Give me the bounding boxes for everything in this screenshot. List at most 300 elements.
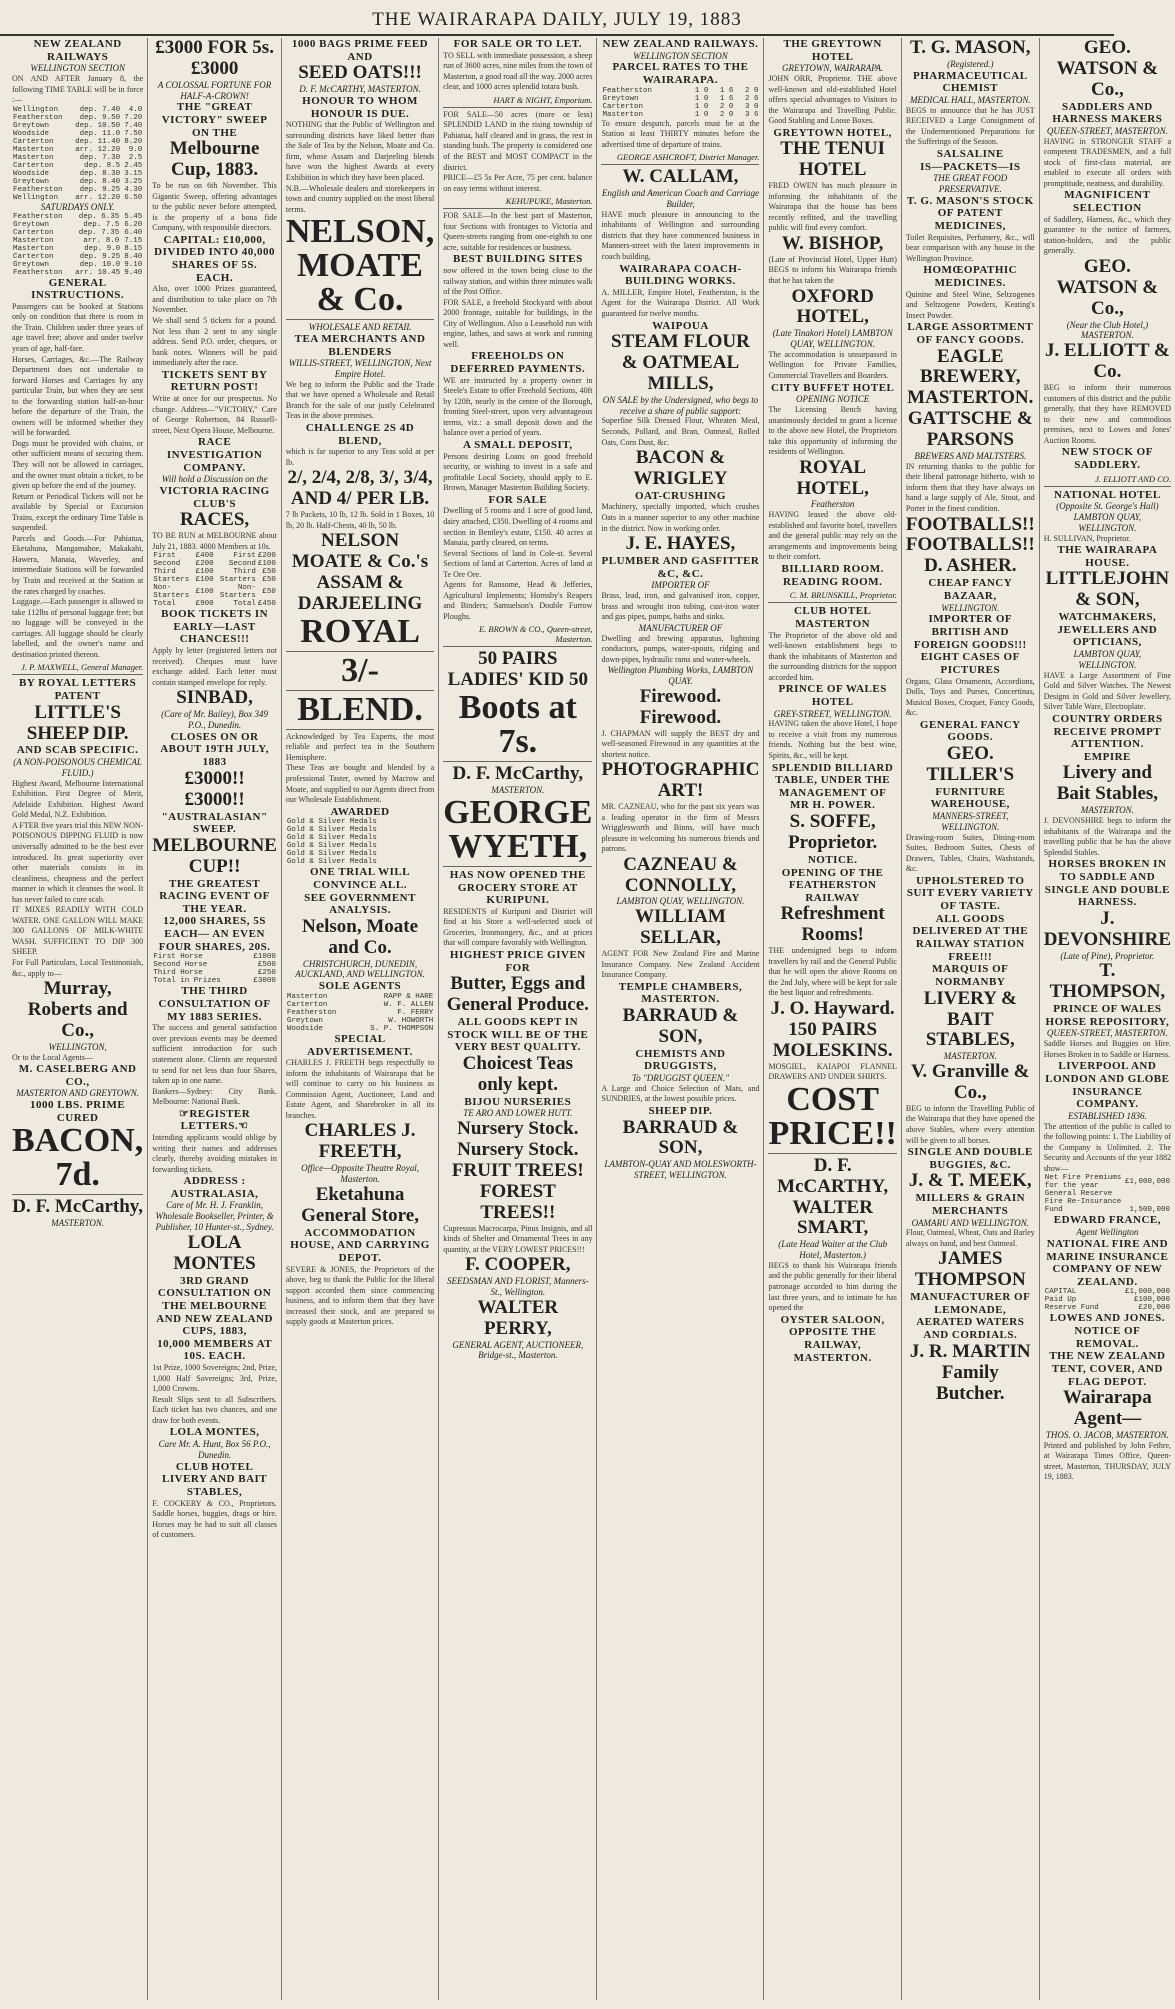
timetable-cell: Wellington: [13, 105, 59, 114]
timetable-cell: 1,500,000: [1129, 1206, 1171, 1215]
ad-heading: THE WAIRARAPA HOUSE.: [1057, 544, 1158, 569]
ad-heading: SALSALINE: [936, 147, 1004, 160]
ad-heading: RACE INVESTIGATION COMPANY.: [166, 436, 263, 474]
ad-heading: VICTORIA RACING CLUB'S: [159, 484, 270, 510]
ad-body-text: For Full Particulars, Local Testimonials, &c., apply to—: [12, 957, 144, 978]
ad-divider: [1044, 486, 1171, 487]
ad-divider: [443, 107, 592, 108]
ad-heading: PHARMACEUTICAL CHEMIST: [913, 69, 1028, 95]
timetable-cell: £1,000,000: [1125, 1178, 1171, 1187]
ad-subheading: WELLINGTON.: [941, 602, 1000, 613]
ad-display-text: Nursery Stock. Nursery Stock.: [457, 1118, 579, 1161]
timetable-cell: [431, 834, 434, 842]
timetable-cell: £20,000: [1138, 1304, 1171, 1313]
ad-body-text: Agents for Ransome, Head & Jefferies, Agricultural Implements; Hornsby's Reapers and Binders; Samuelson's Double Furrow Ploughs.: [443, 580, 593, 621]
ad-body-text: J. DEVONSHIRE begs to inform the inhabitants of the Wairarapa and the travelling public that he has the above Splendid Stables.: [1043, 816, 1172, 857]
ad-heading: CITY BUFFET HOTEL: [770, 381, 895, 394]
ad-heading: THE "GREAT VICTORY" SWEEP ON THE: [161, 101, 268, 139]
ad-subheading: QUEEN-STREET, MASTERTON.: [1046, 1028, 1168, 1039]
ad-subheading: MASTERTON.: [491, 785, 545, 796]
timetable-cell: Featherston: [13, 268, 63, 277]
ad-subheading: OAMARU AND WELLINGTON.: [911, 1217, 1029, 1228]
ad-display-text: J. E. HAYES,: [625, 533, 736, 555]
ad-body-text: The Licensing Bench having unanimously decided to grant a license to the above new Hotel, the Proprietors take this opportunity of informing the residents of Wellington.: [768, 404, 897, 457]
ad-subheading: MASTERTON AND GREYTOWN.: [16, 1088, 140, 1099]
ad-body-text: BEGS to announce that he has JUST RECEIVED a Large Consignment of the Undermentioned Preparations for the Sufferings of the Season.: [905, 105, 1035, 147]
timetable-cell: [431, 818, 434, 826]
ad-heading: CHEAP FANCY BAZAAR,: [928, 577, 1013, 602]
ad-body-text: Several Sections of land in Cole-st. Several Sections of land at Carterton. Acres of land at Te Ore Ore.: [443, 548, 593, 579]
ad-display-text: FRUIT TREES! FOREST TREES!!: [451, 1160, 584, 1223]
ad-heading: LARGE ASSORTMENT OF FANCY GOODS.: [907, 321, 1034, 346]
timetable-cell: £100: [195, 588, 214, 597]
timetable-row: [12, 122, 143, 130]
ad-body-text: Highest Award, Melbourne International Exhibition. First Degree of Merit, Adelaide Exhibition. Highest Award Gold Medal, N.Z. Exhibition.: [12, 778, 144, 820]
ad-display-text: S. SOFFE, Proprietor.: [788, 811, 878, 854]
timetable-cell: Carterton: [13, 252, 54, 261]
ad-divider: [768, 1153, 896, 1154]
ad-heading: FREEHOLDS ON DEFERRED PAYMENTS.: [450, 350, 586, 376]
timetable-cell: 2 0: [719, 110, 734, 119]
timetable-cell: First Horse: [153, 953, 203, 962]
timetable-row: [1044, 1288, 1171, 1296]
timetable-cell: Starters: [153, 576, 190, 585]
timetable-cell: Woodside: [286, 1024, 323, 1033]
timetable-cell: Reserve Fund: [1044, 1304, 1099, 1313]
ad-heading: HONOUR TO WHOM HONOUR IS DUE.: [302, 94, 418, 120]
timetable-cell: Featherston: [13, 185, 63, 194]
ad-body-text: A FTER five years trial this NEW NON-POISONOUS DIPPING FLUID is now universally admitted to be the best ever introduced. Its great superiority over other materials consists in its cleanliness, cheapness and the perfect manner in which it cleanses the wool. It has never failed to cure scab.: [12, 820, 144, 904]
ad-display-text: LIVERY & BAIT STABLES,: [923, 987, 1017, 1051]
timetable-cell: Fund: [1044, 1206, 1063, 1215]
timetable-cell: dep. 9.0: [84, 244, 121, 253]
timetable-cell: Greytown: [13, 260, 50, 269]
ad-display-text: T. G. MASON,: [910, 37, 1031, 58]
timetable-cell: Second: [228, 560, 256, 569]
ad-body-text: The Proprietor of the above old and well-known establishment begs to thank the inhabitants of Masterton and the surrounding districts for the support accorded him.: [768, 630, 897, 682]
timetable-cell: 1 0: [694, 86, 709, 95]
ad-display-text: BARRAUD & SON,: [622, 1116, 739, 1159]
timetable-cell: Carterton: [13, 161, 54, 170]
timetable-cell: 4.30: [124, 185, 143, 194]
timetable-row: [286, 1001, 434, 1009]
ad-large-display: Boots at 7s.: [458, 689, 577, 761]
timetable-row: [286, 993, 434, 1001]
ad-divider: [601, 164, 759, 165]
timetable-row: [152, 568, 277, 576]
ad-display-text: MELBOURNE CUP!!: [152, 834, 277, 877]
timetable-row: [152, 552, 277, 560]
ad-body-text: Acknowledged by Tea Experts, the most reliable and perfect tea in the Southern Hemisphere.: [285, 731, 435, 762]
timetable-row: [286, 826, 434, 834]
ad-body-text: IN returning thanks to the public for their liberal patronage hitherto, wish to inform them that they have always on hand a large supply of Ale, Stout, and Porter in the finest condition.: [905, 461, 1035, 514]
timetable-cell: General Reserve Fire Re-Insurance: [1044, 1190, 1122, 1207]
ad-display-text: SINBAD,: [176, 687, 253, 709]
ad-subheading: (Near the Club Hotel,) MASTERTON.: [1066, 319, 1149, 341]
ad-heading: ALL GOODS DELIVERED AT THE RAILWAY STATION FREE!!!: [912, 912, 1029, 963]
ad-subheading: IMPORTER OF: [651, 580, 710, 591]
ad-body-text: Machinery, specially imported, which crushes Oats in a manner superior to any other machine in the district. Now in working order.: [601, 502, 760, 533]
timetable-cell: 5.45: [124, 212, 143, 221]
ad-large-display: BACON, 7d.: [12, 1122, 144, 1194]
ad-heading: IS—PACKETS—IS: [920, 160, 1021, 173]
ad-heading: PRINCE OF WALES HOTEL: [778, 683, 887, 708]
ad-subheading: WELLINGTON SECTION: [633, 50, 728, 61]
ad-body-text: A Large and Choice Selection of Mats, and SUNDRIES, at the lowest possible prices.: [601, 1083, 760, 1104]
ad-display-text: BACON & WRIGLEY: [633, 447, 728, 489]
column-8: [1040, 38, 1175, 2000]
ad-subheading: Featherston: [810, 499, 855, 510]
ad-display-text: 50 PAIRS LADIES' KID 50: [447, 648, 589, 691]
ad-heading: M. CASELBERG AND CO.,: [18, 1063, 137, 1088]
ad-display-text: D. F. McCarthy,: [12, 1196, 143, 1218]
timetable-cell: W. F. ALLEN: [383, 1000, 434, 1009]
ad-body-text: The accommodation is unsurpassed in Wellington for Private Families, Commercial Travellers and Boarders.: [768, 349, 897, 380]
ad-body-text: Brass, lead, iron, and galvanised iron, copper, brass and wrought iron tubing, cast-iron water and gas pipes, pumps, baths and sinks.: [601, 591, 760, 622]
ad-heading: CHALLENGE 2S 4D BLEND,: [305, 422, 415, 447]
timetable-cell: RAPP & HARE: [383, 992, 434, 1001]
timetable-cell: Gold & Silver Medals: [286, 834, 377, 843]
timetable: [152, 552, 277, 608]
timetable-cell: Featherston: [602, 86, 652, 95]
timetable-cell: arr. 10.45: [75, 268, 121, 277]
ad-body-text: We shall send 5 tickets for a pound. Not less than 2 sent to any single address. Send P.O. order, cheques, or bank notes. Winners will be paid immediately after the race.: [152, 316, 277, 368]
ad-heading: SEE GOVERNMENT ANALYSIS.: [304, 891, 416, 917]
ad-divider: [286, 729, 434, 730]
ad-display-text: T. THOMPSON,: [1049, 960, 1166, 1003]
ad-body-text: Luggage.—Each passenger is allowed to take 112lbs of personal luggage free; but no luggage will be conveyed in the carriages. All luggage should be clearly labelled, and the owner's name and destination printed thereon.: [12, 597, 144, 659]
timetable-row: [12, 178, 143, 186]
timetable-cell: Carterton: [286, 1000, 328, 1009]
timetable-cell: Woodside: [13, 169, 50, 178]
timetable-cell: S. P. THOMPSON: [370, 1024, 434, 1033]
ad-body-text: Toilet Requisites, Perfumery, &c., will bear comparison with any house in the Wellington Province.: [905, 232, 1035, 263]
timetable-cell: 1 6: [719, 94, 734, 103]
ad-display-text: 2/, 2/4, 2/8, 3/, 3/4, AND 4/ PER LB.: [287, 467, 433, 510]
ad-body-text: J. CHAPMAN will supply the BEST dry and well-seasoned Firewood in any quantities at the shortest notice.: [601, 728, 760, 759]
ad-body-text: ON AND AFTER January 8, the following TIME TABLE will be in force :—: [12, 74, 144, 105]
timetable-cell: 2.45: [124, 161, 143, 170]
ad-subheading: LAMBTON QUAY, WELLINGTON.: [1073, 649, 1142, 670]
ad-body-text: HAVING taken the above Hotel, I hope to receive a visit from my numerous friends. Nothing but the best wine, Spirits, &c., will be kept.: [768, 719, 897, 761]
ad-body-text: The attention of the public is called to the following points: 1. The Liability of the Company is Unlimited. 2. The Security and Accounts of the year 1882 show—: [1043, 1121, 1172, 1173]
ad-display-text: Melbourne Cup, 1883.: [169, 138, 260, 181]
timetable-row: [1044, 1304, 1171, 1312]
timetable-cell: £100: [195, 576, 214, 585]
timetable-row: [601, 111, 759, 119]
ad-body-text: To be run on 6th November. This Gigantic Sweep, offering advantages to the public never before attempted, is the property of a bona fide Company, with responsible directors.: [152, 181, 277, 233]
ad-body-text: 7 lb Packets, 10 lb, 12 lb. Sold in 1 Boxes, 10 lb, 20 lb. Half-Chests, 40 lb, 50 lb.: [285, 510, 435, 530]
column-6: [764, 38, 901, 2000]
ad-signature: KEHUPUKE, Masterton.: [505, 196, 593, 207]
timetable-cell: Total in Prizes: [153, 977, 221, 986]
ad-subheading: MASTERTON.: [51, 1218, 105, 1229]
ad-divider: [768, 602, 896, 603]
timetable-cell: Masterton: [13, 244, 54, 253]
timetable-cell: dep. 10.50: [75, 121, 121, 130]
ad-display-text: WALTER PERRY,: [477, 1296, 559, 1339]
timetable-row: [152, 576, 277, 584]
ad-display-text: GATTSCHE & PARSONS: [907, 408, 1033, 451]
ad-divider: [286, 319, 434, 320]
timetable-cell: £100,000: [1134, 1296, 1171, 1305]
ad-heading: ONE TRIAL WILL CONVINCE ALL.: [309, 866, 411, 891]
ad-divider: [443, 208, 592, 209]
timetable-row: [12, 245, 143, 253]
ad-heading: THE THIRD CONSULTATION OF MY 1883 SERIES.: [158, 985, 271, 1023]
ad-subheading: WELLINGTON SECTION: [30, 63, 125, 74]
timetable-cell: [431, 858, 434, 866]
timetable-cell: Starters: [219, 576, 256, 585]
timetable-cell: Masterton: [13, 145, 54, 154]
timetable-cell: 2.5: [128, 153, 143, 162]
ad-display-text: Livery and Bait Stables,: [1056, 762, 1159, 805]
ad-heading: FURNITURE WAREHOUSE,: [930, 785, 1010, 811]
ad-heading: CLUB HOTEL LIVERY AND BAIT STABLES,: [162, 1460, 268, 1498]
ad-signature: J. ELLIOTT AND CO.: [1095, 473, 1172, 484]
ad-heading: ACCOMMODATION HOUSE, AND CARRYING DEPOT.: [290, 1226, 430, 1264]
ad-heading: GENERAL INSTRUCTIONS.: [31, 276, 125, 302]
timetable-row: [1044, 1190, 1171, 1206]
timetable-row: [12, 221, 143, 229]
ad-body-text: To ensure despatch, parcels must be at the Station at least THIRTY minutes before the advertised time of departure of trains.: [601, 118, 760, 149]
ad-display-text: W. CALLAM,: [622, 166, 739, 188]
ad-heading: SINGLE AND DOUBLE BUGGIES, &C.: [907, 1146, 1033, 1171]
timetable-cell: dep. 11.40: [75, 137, 121, 146]
columns: [8, 37, 1172, 2000]
ad-display-text: EAGLE BREWERY, MASTERTON.: [907, 345, 1034, 409]
timetable-cell: Second Horse: [153, 961, 208, 970]
ad-body-text: Return or Periodical Tickets will not be available by Special or Excursion Trains, except the ordinary Time Table is suspended.: [12, 491, 144, 533]
ad-heading: CHEMISTS AND DRUGGISTS,: [635, 1047, 726, 1073]
ad-body-text: FOR SALE—50 acres (more or less) SPLENDID LAND in the rising township of Pahiatua, half cleared and in grass, the rest in standing bush. The property is considered one of the BEST and MOST COMPACT in the district.: [443, 109, 593, 172]
timetable: [12, 106, 143, 154]
ad-subheading: D. F. McCARTHY, MASTERTON.: [299, 84, 421, 95]
timetable-row: [1044, 1296, 1171, 1304]
ad-display-text: LITTLE'S SHEEP DIP.: [26, 701, 129, 744]
ad-body-text: which is far superior to any Teas sold at per lb.: [285, 447, 435, 467]
timetable-cell: Featherston: [13, 212, 63, 221]
timetable-row: [286, 850, 434, 858]
ad-display-text: LOLA MONTES: [173, 1231, 256, 1274]
timetable-row: [12, 269, 143, 277]
ad-display-text: D. F. McCARTHY,: [777, 1154, 889, 1197]
ad-subheading: SEEDSMAN AND FLORIST, Manners-St., Wellington.: [446, 1276, 589, 1298]
ad-display-text: OXFORD HOTEL,: [791, 285, 874, 328]
ad-body-text: FRED OWEN has much pleasure in informing the inhabitants of the Wairarapa that the house has been recently refitted, and the travelling public will find every comfort.: [768, 181, 897, 233]
timetable-cell: £200: [257, 552, 276, 561]
ad-subheading: Care Mr. A. Hunt, Box 56 P.O., Dunedin.: [158, 1439, 271, 1460]
ad-body-text: Result Slips sent to all Subscribers. Each ticket has two chances, and one draw for both events.: [152, 1394, 277, 1425]
timetable-row: [12, 213, 143, 221]
ad-display-text: J. & T. MEEK,: [908, 1170, 1032, 1192]
timetable-row: [1044, 1206, 1171, 1214]
timetable-row: [152, 600, 277, 608]
ad-heading: SPLENDID BILLIARD TABLE, UNDER THE MANAGEMENT OF MR H. POWER.: [772, 761, 894, 812]
ad-subheading: Wellington Plumbing Works, LAMBTON QUAY.: [607, 665, 754, 686]
ad-subheading: ESTABLISHED 1836.: [1067, 1110, 1147, 1121]
timetable-cell: £450: [257, 600, 276, 609]
ad-subheading: LAMBTON QUAY, WELLINGTON.: [616, 896, 745, 907]
timetable-cell: Non-Starters: [153, 584, 190, 601]
timetable-cell: Greytown: [13, 121, 50, 130]
timetable-cell: 3.25: [124, 177, 143, 186]
timetable-row: [286, 1017, 434, 1025]
ad-display-text: V. Granville & Co.,: [911, 1061, 1030, 1103]
ad-display-text: Murray, Roberts and Co.,: [27, 978, 128, 1041]
timetable-row: [601, 103, 759, 111]
ad-body-text: A. MILLER, Empire Hotel, Featherston, is the Agent for the Wairarapa District. All Work guaranteed for twelve months.: [601, 287, 760, 318]
ad-heading: CAPITAL: £10,000, DIVIDED INTO 40,000 SHARES OF 5S. EACH.: [154, 233, 275, 284]
timetable-cell: 1 0: [694, 94, 709, 103]
timetable-row: [12, 130, 143, 138]
ad-subheading: MASTERTON.: [943, 1051, 997, 1062]
timetable-row: [12, 138, 143, 146]
ad-display-text: GEO. TILLER'S: [926, 743, 1015, 785]
ad-subheading: (A NON-POISONOUS CHEMICAL FLUID.): [13, 757, 143, 778]
ad-display-text: JAMES THOMPSON: [914, 1248, 1026, 1291]
ad-divider: [443, 866, 592, 867]
ad-body-text: JOHN ORR, Proprietor. THE above well-known and old-established Hotel offers special advantages to Visitors to the Wairarapa and Travelling Public. Good Stabling and Loose Boxes.: [768, 74, 897, 126]
timetable-cell: dep. 7.5: [83, 220, 120, 229]
ad-display-text: GEO. WATSON & Co.,: [1056, 255, 1159, 319]
timetable-row: [12, 162, 143, 170]
ad-heading: WATCHMAKERS, JEWELLERS AND OPTICIANS,: [1057, 611, 1158, 649]
timetable-cell: First: [153, 552, 176, 561]
ad-body-text: Dwelling and brewing apparatus, lightning conductors, pumps, water-spouts, ridging and down-pipes, hydraulic rams and water-wheels.: [601, 633, 760, 664]
timetable-cell: dep. 8.30: [79, 169, 121, 178]
timetable-cell: Net Fire Premiums for the year: [1044, 1174, 1122, 1191]
ad-body-text: TO BE RUN at MELBOURNE about July 21, 1883. 4000 Members at 10s.: [152, 531, 277, 551]
ad-display-text: J. DEVONSHIRE: [1043, 907, 1172, 950]
timetable: [286, 818, 434, 866]
timetable-cell: Paid Up: [1044, 1296, 1077, 1305]
ad-display-text: W. BISHOP,: [781, 232, 884, 254]
timetable-row: [286, 818, 434, 826]
ad-body-text: PRICE—£5 5s Per Acre, 75 per cent. balance on easy terms without interest.: [443, 173, 593, 193]
ad-heading: NEW ZEALAND RAILWAYS: [33, 38, 122, 63]
ad-heading: NOTICE OF REMOVAL.: [1074, 1325, 1141, 1350]
timetable-cell: Carterton: [602, 102, 643, 111]
timetable-cell: dep. 8.5: [84, 161, 121, 170]
timetable-cell: 7.15: [124, 236, 143, 245]
ad-heading: LOLA MONTES,: [169, 1426, 260, 1439]
ad-heading: BOOK TICKETS IN EARLY—LAST CHANCES!!!: [161, 608, 269, 646]
ad-heading: MANUFACTURER OF LEMONADE, AERATED WATERS AND CORDIALS.: [910, 1291, 1031, 1342]
timetable-cell: [431, 826, 434, 834]
ad-heading: AND SCAB SPECIFIC.: [16, 744, 139, 757]
timetable: [12, 213, 143, 245]
ad-subheading: (Late of Pine), Proprietor.: [1060, 950, 1155, 961]
ad-subheading: CHRISTCHURCH, DUNEDIN, AUCKLAND, AND WELLINGTON.: [295, 958, 425, 980]
ad-body-text: Superfine Silk Dressed Flour, Wheaten Meal, Seconds, Pollard, and Bran, Oatmeal, Rolled Oats, Corn Dust, &c.: [601, 416, 760, 447]
timetable-row: [1044, 1174, 1171, 1190]
timetable-cell: [1124, 1190, 1171, 1206]
ad-divider: [12, 1194, 143, 1195]
ad-divider: [443, 761, 592, 762]
ad-body-text: Bankers—Sydney: City Bank. Melbourne: National Bank.: [152, 1086, 277, 1107]
ad-heading: TICKETS SENT BY RETURN POST!: [161, 368, 268, 394]
timetable: [1044, 1174, 1171, 1214]
ad-subheading: Office—Opposite Theatre Royal, Masterton.: [301, 1163, 419, 1185]
ad-heading: WAIPOUA: [652, 319, 709, 332]
ad-heading: BILLIARD ROOM. READING ROOM.: [781, 563, 884, 588]
timetable-cell: Greytown: [286, 1016, 323, 1025]
ad-heading: MILLERS & GRAIN MERCHANTS: [915, 1192, 1026, 1217]
timetable-cell: 8.40: [124, 252, 143, 261]
ad-heading: "AUSTRALASIAN" SWEEP.: [161, 810, 268, 836]
ad-body-text: Apply by letter (registered letters not received). Cheques must have exchange added. Each letter must contain stamped envelope for reply.: [152, 646, 277, 687]
ad-body-text: Flour, Oatmeal, Wheat, Oats and Barley always on hand, and best Oatmeal.: [905, 1228, 1035, 1248]
ad-display-text: LITTLEJOHN & SON,: [1045, 568, 1170, 611]
ad-body-text: HAVE much pleasure in announcing to the inhabitants of Wellington and surrounding districts that they have commenced business in Manners-street with the latest improvements in coach building.: [601, 209, 760, 262]
ad-display-text: Eketahuna General Store,: [301, 1183, 419, 1226]
timetable-cell: Featherston: [286, 1008, 337, 1017]
ad-display-text: BARRAUD & SON,: [622, 1004, 739, 1047]
ad-display-text: F. COOPER,: [465, 1254, 571, 1276]
ad-body-text: THE undersigned begs to inform travellers by rail and the General Public that he will open the above Rooms on the 2nd July, where will be kept for sale the best liquor and refreshments.: [768, 946, 897, 998]
ad-body-text: HAVING in STRONGER STAFF a competent TRADESMEN, and a full stock of first-class material, are enabled to execute all orders with promptitude, neatness, and durability.: [1043, 136, 1172, 188]
timetable-row: [286, 834, 434, 842]
timetable: [152, 953, 277, 985]
timetable-cell: 2 6: [744, 94, 759, 103]
timetable-cell: 3 6: [744, 110, 759, 119]
ad-subheading: (Care of Mr. Bailey), Box 349 P.O., Dunedin.: [161, 709, 269, 730]
ad-subheading: A COLOSSAL FORTUNE FOR HALF-A-CROWN!: [157, 79, 272, 101]
ad-body-text: SEVERE & JONES, the Proprietors of the above, beg to thank the Public for the liberal support accorded them since commencing business, and to inform them that they have increased their stock, and are prepared to supply goods at Masterton prices.: [285, 1264, 435, 1327]
ad-signature: E. BROWN & CO., Queen-street, Masterton.: [478, 624, 593, 645]
timetable-cell: Greytown: [13, 177, 50, 186]
ad-heading: IMPORTER OF BRITISH AND FOREIGN GOODS!!!: [913, 613, 1027, 651]
ad-heading: PLUMBER AND GASFITTER &C, &C.: [601, 555, 760, 580]
ad-body-text: Dogs must be provided with chains, or other sufficient means of securing them. They will not be allowed in carriages, and the owner must obtain a ticket, to be given up before the end of the journey.: [12, 438, 144, 491]
ad-display-text: £3000!! £3000!!: [184, 767, 245, 810]
ad-body-text: BEGS to thank his Wairarapa friends and the public generally for their liberal patronage accorded to him during the last three years, and to intimate he has opened the: [768, 1260, 897, 1313]
ad-subheading: Care of Mr. H. J. Franklin, Wholesale Bookseller, Printer, & Publisher, 10 Hunter-st., Sydney.: [155, 1200, 274, 1233]
ad-heading: NATIONAL HOTEL: [1054, 488, 1161, 501]
timetable-cell: £250: [257, 969, 276, 978]
masthead: [0, 0, 1114, 36]
timetable-cell: Greytown: [602, 94, 639, 103]
ad-display-text: J. O. Hayward.: [770, 997, 895, 1019]
ad-subheading: MANNERS-STREET, WELLINGTON.: [932, 811, 1009, 832]
ad-body-text: of Saddlery, Harness, &c., which they guarantee to the notice of farmers, station-holders, and the public generally.: [1043, 214, 1172, 256]
ad-subheading: Will hold a Discussion on the: [161, 474, 268, 485]
ad-display-text: ROYAL HOTEL,: [796, 456, 869, 499]
timetable-cell: dep. 7.30: [79, 153, 121, 162]
timetable-cell: 8.20: [124, 137, 143, 146]
ad-body-text: RESIDENTS of Kuripuni and District will find at his Store a well-selected stock of Groceries, Ironmongery, &c., and at prices that will compare favorably with Wellington.: [443, 906, 593, 948]
ad-large-display: GEORGE WYETH,: [443, 793, 593, 865]
ad-body-text: NOTHING that the Public of Wellington and surrounding districts have liked better than the Sale of Tea by the Nelson, Moate and Co. firm, whose Assam and Darjeeling blends have won the highest Awards at every Exhibition in which they have been placed.: [285, 120, 435, 182]
timetable: [601, 87, 759, 119]
ad-body-text: MOSGIEL, KAIAPOI FLANNEL DRAWERS AND UNDER SHIRTS.: [768, 1061, 897, 1082]
ad-body-text: N.B.—Wholesale dealers and storekeepers in town and country supplied on the most liberal terms.: [285, 183, 435, 214]
timetable-cell: Masterton: [13, 153, 54, 162]
ad-display-text: GEO. WATSON & Co.,: [1056, 37, 1159, 100]
ad-display-text: Choicest Teas only kept.: [462, 1053, 573, 1095]
timetable-cell: [431, 842, 434, 850]
timetable-cell: F. FERRY: [397, 1008, 434, 1017]
timetable-cell: Featherston: [13, 113, 63, 122]
timetable-row: [12, 154, 143, 162]
ad-heading: TEMPLE CHAMBERS, MASTERTON.: [618, 980, 743, 1006]
timetable-cell: Third: [233, 568, 256, 577]
ad-heading: AWARDED: [330, 805, 390, 818]
timetable-cell: 6.40: [124, 228, 143, 237]
timetable-cell: arr. 12.20: [75, 145, 121, 154]
ad-subheading: WILLIS-STREET, WELLINGTON, Next Empire Hotel.: [288, 358, 432, 380]
